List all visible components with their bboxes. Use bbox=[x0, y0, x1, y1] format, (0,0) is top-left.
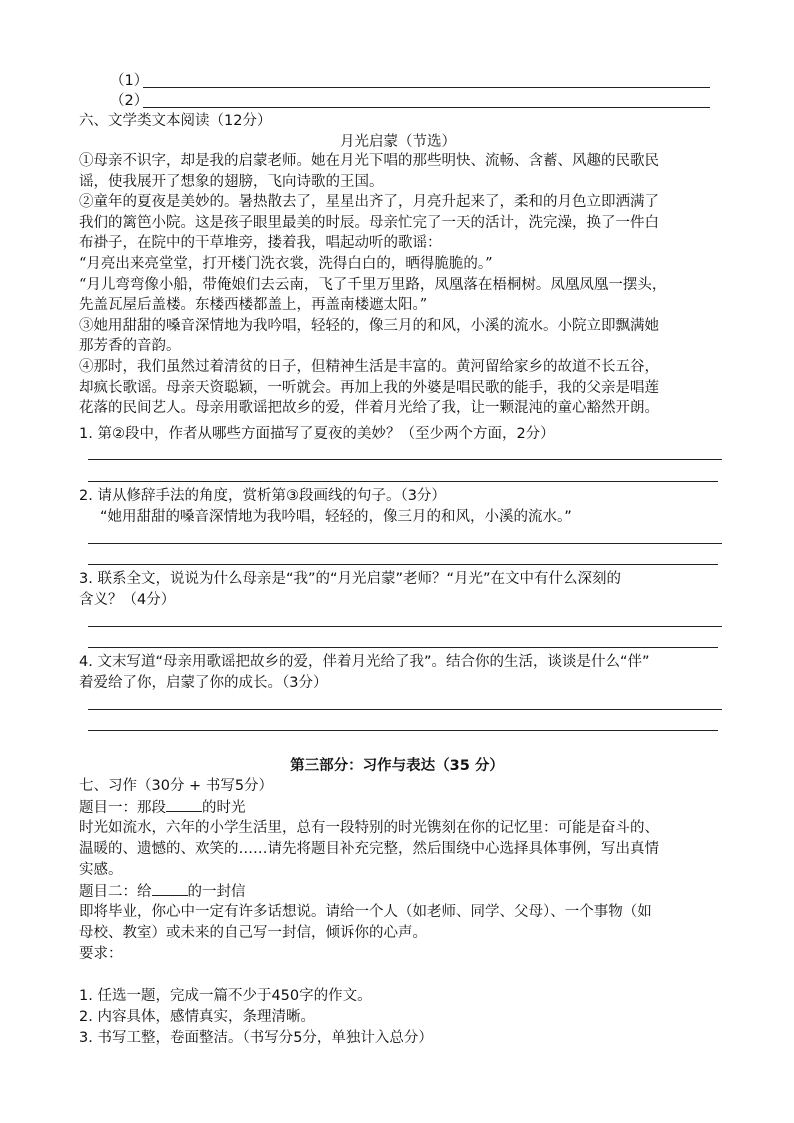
topic-one-prefix: 题目一：那段 bbox=[79, 800, 166, 816]
answer-line bbox=[88, 481, 718, 482]
passage-line: “月亮出来亮堂堂，打开楼门洗衣裳，洗得白白的，晒得脆脆的。” bbox=[79, 255, 493, 272]
passage-line: ①母亲不识字，却是我的启蒙老师。她在月光下唱的那些明快、流畅、含蓄、风趣的民歌民 bbox=[79, 153, 659, 169]
topic-two-desc-line: 即将毕业，你心中一定有许多话想说。请给一个人（如老师、同学、父母）、一个事物（如 bbox=[79, 904, 652, 920]
question-2-quote: “她用甜甜的嗓音深情地为我吟唱，轻轻的，像三月的和风，小溪的流水。” bbox=[100, 509, 572, 525]
topic-two bbox=[79, 881, 246, 902]
answer-line bbox=[88, 564, 718, 565]
answer-line bbox=[88, 709, 722, 710]
topic-one-desc-line: 温暖的、遗憾的、欢笑的……请先将题目补充完整，然后围绕中心选择具体事例，写出真情 bbox=[79, 841, 659, 857]
topic-two-desc-line: 母校、教室）或未来的自己写一封信，倾诉你的心声。 bbox=[79, 925, 427, 941]
question-4-line-1: 4. 文末写道“母亲用歌谣把故乡的爱，伴着月光给了我”。结合你的生活，谈谈是什么“伴” bbox=[79, 654, 650, 670]
passage-title: 月光启蒙（节选） bbox=[340, 134, 456, 150]
topic-one bbox=[79, 797, 246, 818]
answer-line bbox=[88, 459, 722, 460]
topic-one-desc-line: 时光如流水，六年的小学生活里，总有一段特别的时光镌刻在你的记忆里：可能是奋斗的、 bbox=[79, 820, 659, 836]
topic-one-suffix: 的时光 bbox=[202, 800, 246, 816]
requirement-item: 2. 内容具体，感情真实，条理清晰。 bbox=[79, 1009, 315, 1025]
answer-label-2: （2） bbox=[110, 93, 149, 109]
section-seven-heading: 七、习作（30分 + 书写5分） bbox=[79, 778, 274, 794]
answer-line bbox=[88, 543, 722, 544]
passage-line: 花落的民间艺人。母亲用歌谣把故乡的爱，伴着月光给了我，让一颗混沌的童心豁然开朗。 bbox=[79, 400, 659, 417]
passage-line: 却疯长歌谣。母亲天资聪颖，一听就会。再加上我的外婆是唱民歌的能手，我的父亲是唱莲 bbox=[79, 379, 659, 396]
answer-line-1 bbox=[143, 87, 710, 88]
passage-line: 谣，使我展开了想象的翅膀，飞向诗歌的王国。 bbox=[79, 173, 384, 190]
topic-one-desc-line: 实感。 bbox=[79, 862, 123, 878]
answer-line-2 bbox=[143, 107, 710, 108]
question-3-line-2: 含义？（4分） bbox=[79, 592, 176, 608]
reading-passage bbox=[79, 151, 729, 419]
passage-line: ③她用甜甜的嗓音深情地为我吟唱，轻轻的，像三月的和风，小溪的流水。小院立即飘满她 bbox=[79, 317, 659, 334]
topic-one-blank bbox=[166, 797, 202, 812]
part-three-heading: 第三部分：习作与表达（35 分） bbox=[290, 758, 504, 774]
requirement-item: 1. 任选一题，完成一篇不少于450字的作文。 bbox=[79, 988, 372, 1004]
question-3-line-1: 3. 联系全文，说说为什么母亲是“我”的“月光启蒙”老师？“月光”在文中有什么深刻的 bbox=[79, 571, 622, 587]
answer-label-1: （1） bbox=[110, 73, 149, 89]
question-4-line-2: 着爱给了你，启蒙了你的成长。（3分） bbox=[79, 675, 328, 691]
question-2: 2. 请从修辞手法的角度，赏析第③段画线的句子。（3分） bbox=[79, 488, 446, 504]
passage-line: “月儿弯弯像小船，带俺娘们去云南，飞了千里万里路，凤凰落在梧桐树。凤凰凤凰一摆头， bbox=[79, 276, 667, 293]
passage-line: 那芳香的音韵。 bbox=[79, 338, 181, 355]
answer-line bbox=[88, 647, 718, 648]
passage-line: 先盖瓦屋后盖楼。东楼西楼都盖上，再盖南楼遮太阳。” bbox=[79, 297, 428, 314]
question-1: 1. 第②段中，作者从哪些方面描写了夏夜的美妙？（至少两个方面，2分） bbox=[79, 426, 555, 442]
topic-two-blank bbox=[152, 881, 188, 896]
topic-two-prefix: 题目二：给 bbox=[79, 884, 152, 900]
requirements-label: 要求： bbox=[79, 946, 123, 962]
passage-line: 布褂子，在院中的干草堆旁，搂着我，唱起动听的歌谣： bbox=[79, 235, 442, 252]
answer-line bbox=[88, 626, 722, 627]
answer-line bbox=[88, 730, 718, 731]
section-six-heading: 六、文学类文本阅读（12分） bbox=[79, 113, 272, 129]
requirement-item: 3. 书写工整，卷面整洁。（书写分5分，单独计入总分） bbox=[79, 1030, 433, 1046]
passage-line: 我们的篱笆小院。这是孩子眼里最美的时辰。母亲忙完了一天的活计，洗完澡，换了一件白 bbox=[79, 214, 659, 231]
passage-line: ②童年的夏夜是美妙的。暑热散去了，星星出齐了，月亮升起来了，柔和的月色立即洒满了 bbox=[79, 194, 659, 211]
topic-two-suffix: 的一封信 bbox=[187, 884, 246, 900]
passage-line: ④那时，我们虽然过着清贫的日子，但精神生活是丰富的。黄河留给家乡的故道不长五谷， bbox=[79, 358, 659, 375]
